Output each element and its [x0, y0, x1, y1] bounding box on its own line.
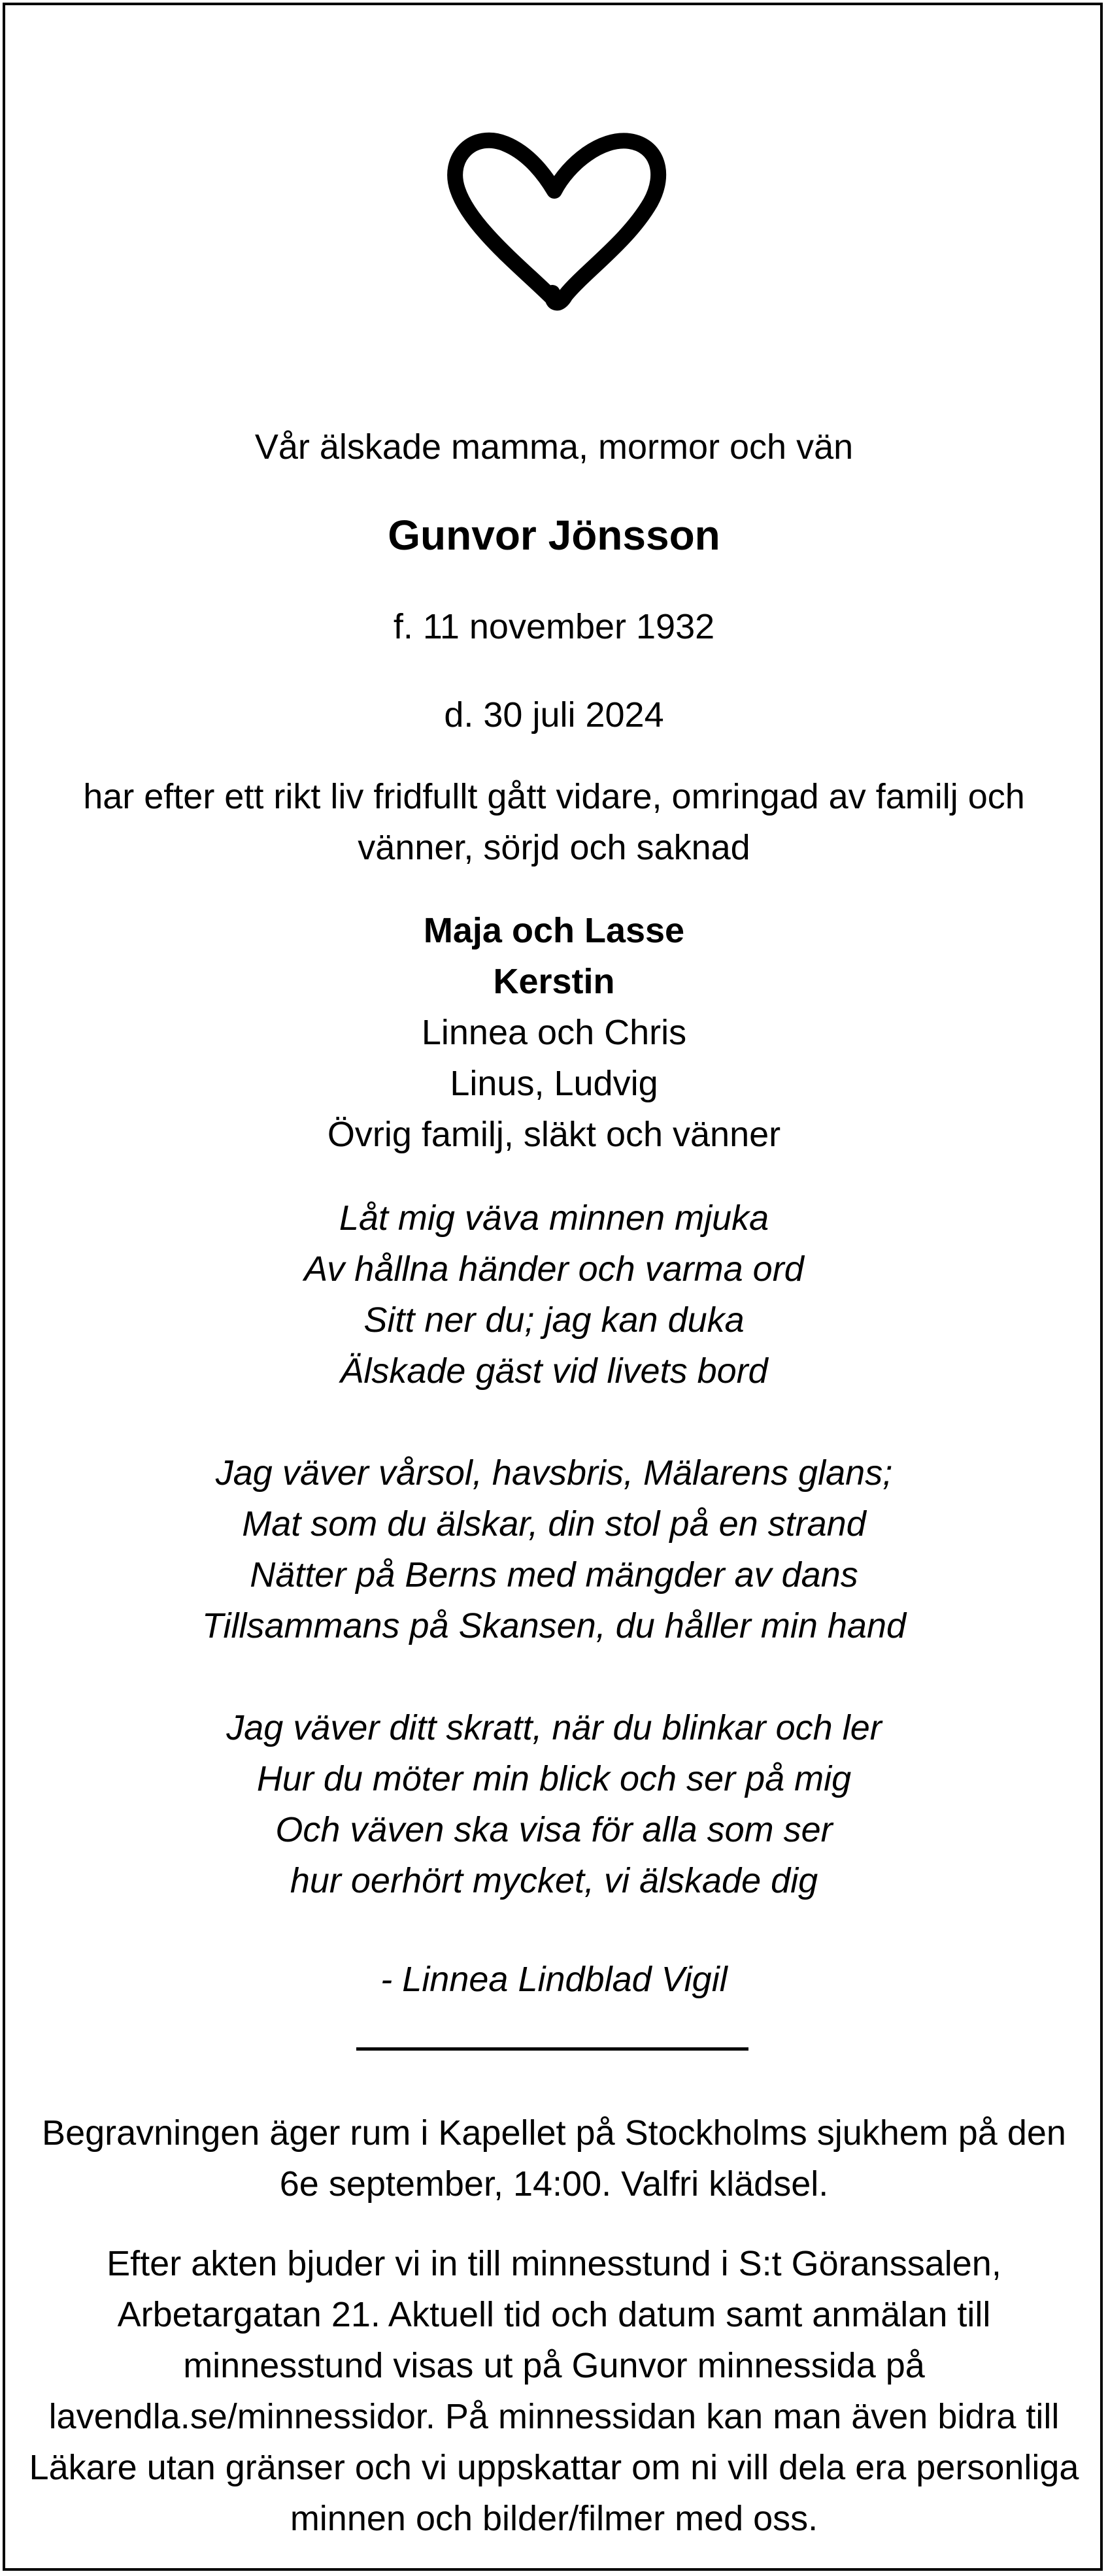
poem-line: Nätter på Berns med mängder av dans — [250, 1555, 858, 1594]
intro-text: Vår älskade mamma, mormor och vän — [254, 427, 854, 467]
poem-line: Jag väver vårsol, havsbris, Mälarens glans; — [215, 1453, 893, 1493]
mourner-line: Maja och Lasse — [423, 911, 685, 950]
heart-icon — [428, 118, 677, 327]
poem-stanza — [20, 1447, 1088, 1651]
poem-line: Älskade gäst vid livets bord — [340, 1351, 768, 1391]
poem-line: Hur du möter min blick och ser på mig — [256, 1759, 852, 1798]
mourners-list — [20, 905, 1088, 1160]
poem-line: Och väven ska visa för alla som ser — [275, 1810, 833, 1849]
mourner-line: Linnea och Chris — [421, 1013, 687, 1052]
poem-line: Jag väver ditt skratt, när du blinkar och ler — [226, 1708, 882, 1747]
mourner-line: Linus, Ludvig — [450, 1064, 658, 1103]
poem-stanza — [20, 1702, 1088, 1906]
poem-line: Mat som du älskar, din stol på en strand — [242, 1504, 866, 1544]
poem-line: Låt mig väva minnen mjuka — [339, 1198, 769, 1238]
funeral-info: Begravningen äger rum i Kapellet på Stockholms sjukhem på den 6e september, 14:00. Valfri klädsel. — [42, 2113, 1066, 2204]
mourner-line: Kerstin — [493, 962, 615, 1001]
divider — [356, 2047, 748, 2051]
passing-statement: har efter ett rikt liv fridfullt gått vidare, omringad av familj och vänner, sörjd och saknad — [83, 777, 1025, 867]
poem-stanza — [20, 1193, 1088, 1396]
poem-line: Tillsammans på Skansen, du håller min hand — [201, 1606, 907, 1645]
deceased-name: Gunvor Jönsson — [388, 512, 720, 559]
poem-line: hur oerhört mycket, vi älskade dig — [290, 1861, 818, 1900]
poem — [20, 1193, 1088, 1957]
poem-author: - Linnea Lindblad Vigil — [380, 1960, 728, 1999]
birth-date: f. 11 november 1932 — [393, 607, 715, 646]
mourner-line: Övrig familj, släkt och vänner — [327, 1115, 781, 1154]
poem-line: Av hållna händer och varma ord — [304, 1249, 804, 1289]
memorial-info: Efter akten bjuder vi in till minnesstund i S:t Göranssalen, Arbetargatan 21. Aktuell tid och datum samt anmälan till minnesstund visas ut på Gunvor minnessida på lavendla.se/minnessidor. På minnessidan kan man även bidra till Läkare utan gränser och vi uppskattar om ni vill dela era personliga minnen och bilder/filmer med oss. — [29, 2244, 1079, 2538]
death-date: d. 30 juli 2024 — [444, 695, 664, 735]
poem-line: Sitt ner du; jag kan duka — [363, 1300, 745, 1340]
